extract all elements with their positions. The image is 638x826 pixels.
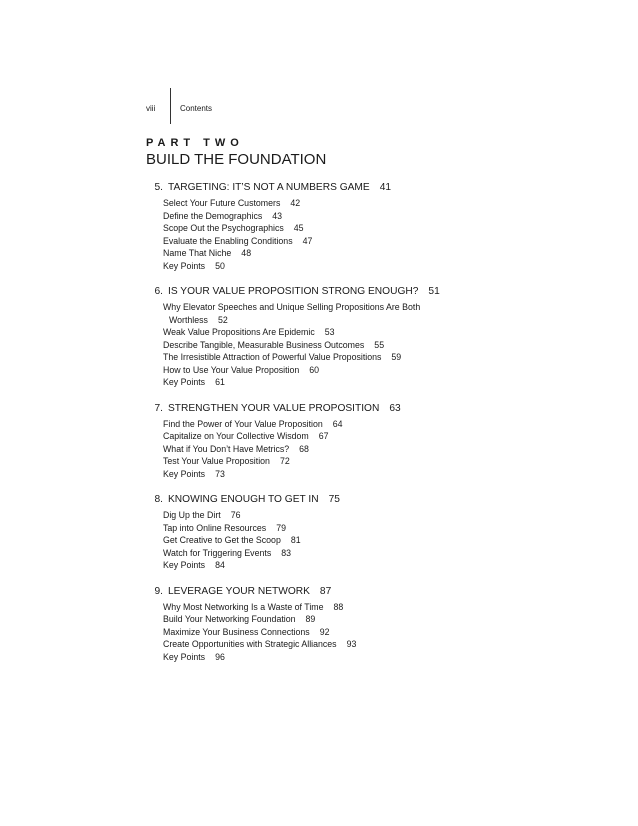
chapter-number: 6.: [154, 286, 163, 297]
chapter-number: 5.: [154, 182, 163, 193]
chapter: [146, 402, 616, 481]
section-page-number: 89: [305, 614, 316, 624]
section-page-number: 81: [290, 535, 301, 545]
section-title: Key Points: [163, 260, 206, 271]
section-page-number: 79: [276, 522, 286, 533]
section-title: Key Points: [163, 468, 206, 479]
chapter-heading: [146, 181, 616, 195]
header-divider: [170, 88, 171, 124]
section-page-number: 42: [290, 198, 301, 208]
section-title: Evaluate the Enabling Conditions: [163, 235, 293, 246]
section-title: Describe Tangible, Measurable Business Outcomes: [163, 339, 365, 350]
section-page-number: 84: [215, 560, 225, 570]
section-page-number: 83: [281, 547, 292, 558]
part-label: PART TWO: [146, 137, 244, 149]
running-head: [0, 0, 638, 130]
section-entry: [163, 260, 616, 273]
section-entry: [163, 235, 616, 248]
section-entry: [163, 222, 616, 235]
section-entry: [163, 547, 616, 560]
section-entry: [163, 468, 616, 481]
section-page-number: 68: [299, 443, 309, 454]
section-page-number: 43: [272, 210, 283, 221]
section-title: Maximize Your Business Connections: [163, 626, 310, 637]
section-list: [146, 197, 616, 272]
section-list: [146, 601, 616, 664]
chapter-title: STRENGTHEN YOUR VALUE PROPOSITION: [168, 402, 380, 414]
chapter-heading: [146, 402, 616, 416]
section-title: Capitalize on Your Collective Wisdom: [163, 431, 309, 441]
table-of-contents: [146, 181, 616, 676]
section-page-number: 48: [241, 248, 252, 258]
section-title: Key Points: [163, 560, 206, 570]
section-page-number: 64: [332, 418, 343, 429]
section-title: Why Elevator Speeches and Unique Selling Propositions Are Both: [163, 302, 421, 312]
chapter-heading: [146, 493, 616, 507]
section-title: Why Most Networking Is a Waste of Time: [163, 601, 324, 612]
section-entry: [163, 509, 616, 522]
section-entry: [163, 210, 616, 223]
section-page-number: 76: [230, 510, 241, 520]
chapter-page-number: 75: [328, 494, 340, 505]
section-page-number: 96: [215, 651, 225, 662]
section-entry: [163, 443, 616, 456]
running-head-label: Contents: [180, 104, 213, 113]
section-title: Build Your Networking Foundation: [163, 614, 296, 624]
section-title: Find the Power of Your Value Proposition: [163, 418, 323, 429]
section-title: Define the Demographics: [163, 210, 263, 221]
section-entry: [163, 626, 616, 639]
chapter-page-number: 87: [319, 585, 332, 597]
section-entry: [163, 418, 616, 431]
chapter: [146, 585, 616, 664]
section-title: Get Creative to Get the Scoop: [163, 535, 281, 545]
section-page-number: 93: [346, 639, 357, 649]
section-title: What if You Don’t Have Metrics?: [163, 443, 290, 454]
section-page-number: 59: [391, 352, 402, 362]
section-page-number: 55: [374, 339, 385, 350]
chapter-page-number: 41: [379, 182, 392, 193]
section-entry: [163, 326, 616, 339]
chapter-page-number: 51: [428, 286, 440, 297]
chapter: [146, 493, 616, 572]
section-entry: [163, 522, 616, 535]
section-page-number: 47: [302, 235, 313, 246]
section-page-number: 61: [215, 377, 225, 387]
chapter: [146, 285, 616, 389]
section-title: The Irresistible Attraction of Powerful Value Propositions: [163, 352, 382, 362]
part-title: BUILD THE FOUNDATION: [146, 151, 327, 168]
chapter-number: 9.: [154, 585, 163, 597]
chapter: [146, 181, 616, 272]
section-title: Name That Niche: [163, 248, 232, 258]
section-entry: [163, 534, 616, 547]
section-page-number: 92: [319, 626, 330, 637]
section-page-number: 60: [309, 364, 320, 375]
section-title: Watch for Triggering Events: [163, 547, 272, 558]
section-entry: [163, 351, 616, 364]
section-entry: [163, 559, 616, 572]
chapter-number: 7.: [154, 402, 163, 414]
chapter-number: 8.: [154, 494, 163, 505]
section-page-number: 67: [318, 431, 329, 441]
section-page-number: 45: [293, 223, 304, 233]
section-title-continued: [163, 314, 616, 327]
section-entry: [163, 651, 616, 664]
section-page-number: 53: [324, 327, 335, 337]
chapter-heading: [146, 285, 616, 299]
section-entry: [163, 613, 616, 626]
section-list: [146, 301, 616, 389]
section-title: Test Your Value Proposition: [163, 456, 270, 466]
section-entry: [163, 376, 616, 389]
section-title-continuation: Worthless: [169, 314, 208, 325]
section-entry: [163, 430, 616, 443]
section-entry: [163, 638, 616, 651]
section-page-number: 88: [333, 601, 344, 612]
section-title: Key Points: [163, 377, 206, 387]
section-title: Tap into Online Resources: [163, 522, 267, 533]
chapter-title: LEVERAGE YOUR NETWORK: [168, 585, 310, 597]
chapter-page-number: 63: [389, 402, 401, 414]
chapter-title: IS YOUR VALUE PROPOSITION STRONG ENOUGH?: [168, 286, 419, 297]
section-list: [146, 509, 616, 572]
section-title: How to Use Your Value Proposition: [163, 364, 300, 375]
chapter-title: TARGETING: IT’S NOT A NUMBERS GAME: [168, 182, 370, 193]
section-page-number: 50: [215, 260, 225, 271]
section-title: Select Your Future Customers: [163, 198, 281, 208]
section-page-number: 73: [215, 468, 225, 479]
section-page-number: 52: [217, 314, 228, 325]
section-title: Weak Value Propositions Are Epidemic: [163, 327, 315, 337]
section-entry: [163, 339, 616, 352]
chapter-title: KNOWING ENOUGH TO GET IN: [168, 494, 319, 505]
chapter-heading: [146, 585, 616, 599]
page-number: viii: [146, 104, 156, 113]
section-title: Create Opportunities with Strategic Alliances: [163, 639, 337, 649]
section-entry: [163, 601, 616, 614]
section-title: Key Points: [163, 651, 206, 662]
section-title: Dig Up the Dirt: [163, 510, 221, 520]
section-entry: [163, 364, 616, 377]
section-entry: [163, 197, 616, 210]
section-entry: [163, 301, 616, 326]
section-entry: [163, 455, 616, 468]
section-entry: [163, 247, 616, 260]
section-page-number: 72: [279, 456, 290, 466]
section-title: Scope Out the Psychographics: [163, 223, 284, 233]
section-list: [146, 418, 616, 481]
